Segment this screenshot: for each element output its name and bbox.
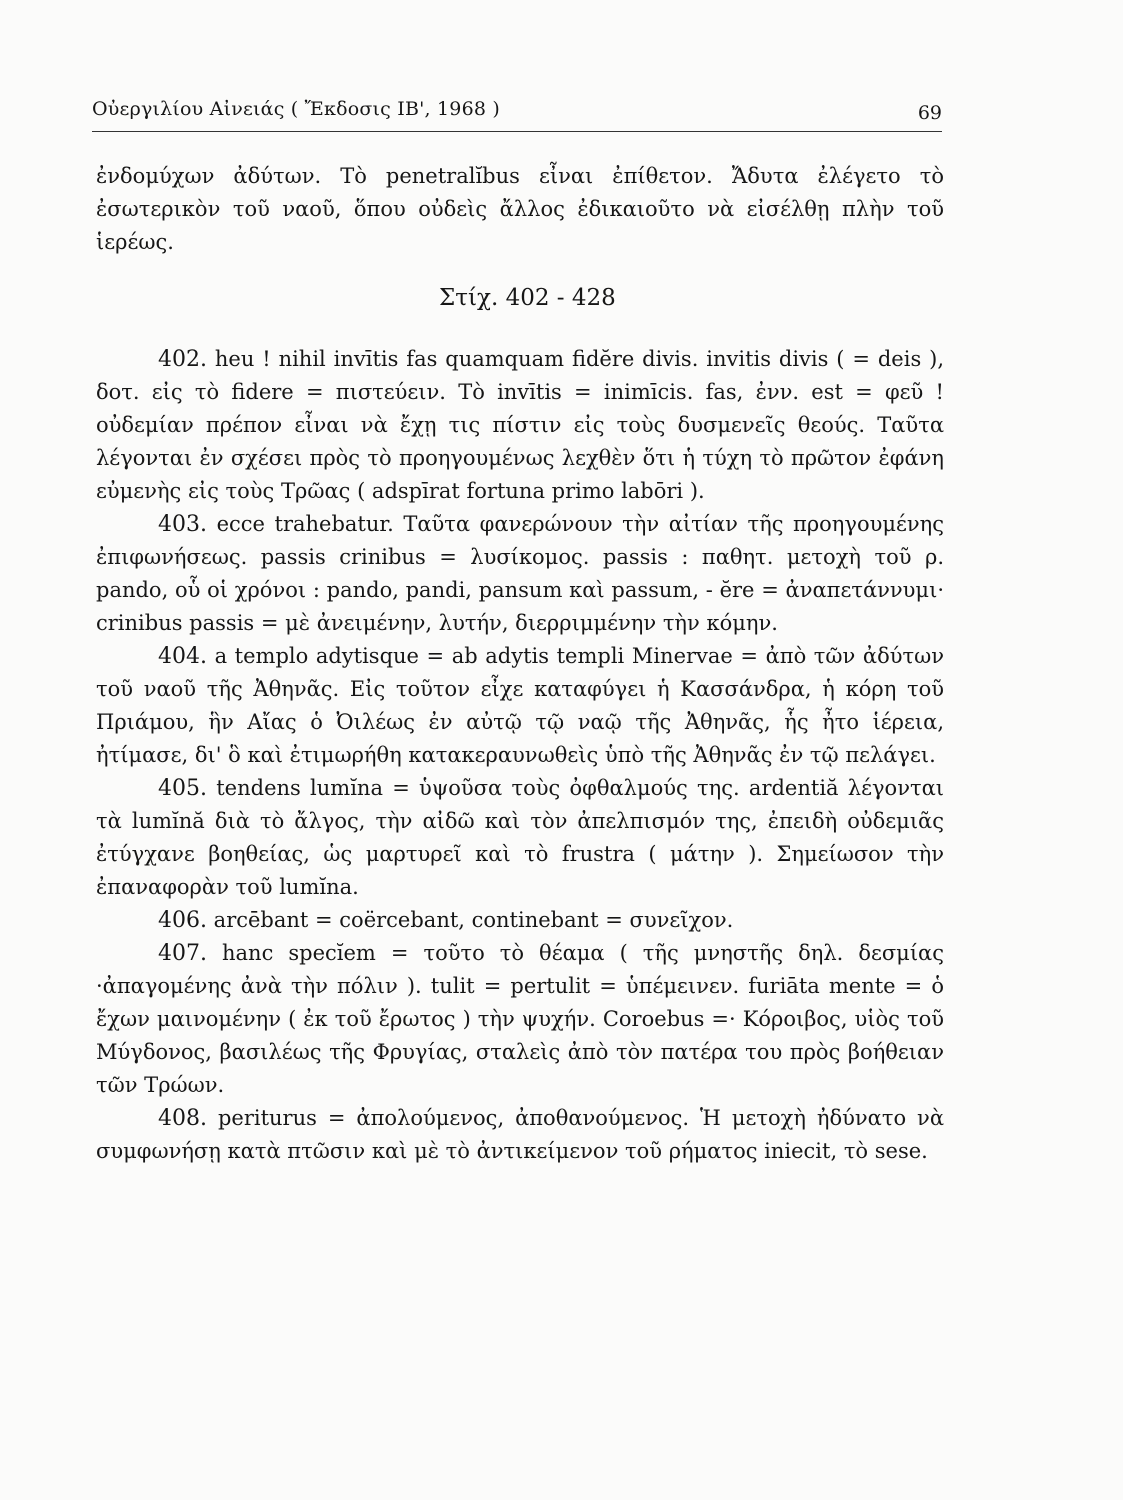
header-rule bbox=[92, 131, 942, 132]
entry-405 bbox=[96, 772, 944, 904]
entry-402 bbox=[96, 343, 944, 508]
section-heading: Στίχ. 402 - 428 bbox=[439, 285, 616, 311]
entry-number: 402. bbox=[158, 347, 207, 372]
intro-paragraph: ἐνδομύχων ἀδύτων. Τὸ penetralĭbus εἶναι ἐπίθετον. Ἄδυτα ἐλέγετο τὸ ἐσωτερικὸν τοῦ ναοῦ, ὅπου οὐδεὶς ἄλλος ἐδικαιοῦτο νὰ εἰσέλθῃ πλὴν τοῦ ἱερέως. bbox=[96, 164, 944, 254]
entry-406 bbox=[96, 904, 944, 937]
entry-number: 407. bbox=[158, 941, 207, 966]
entry-number: 406. bbox=[158, 908, 207, 933]
commentary-body bbox=[96, 160, 944, 1168]
entry-text: arcēbant = coërcebant, continebant = συνεῖχον. bbox=[213, 908, 734, 932]
running-title: Οὐεργιλίου Αἰνειάς ( Ἔκδοσις ΙΒ', 1968 ) bbox=[92, 98, 501, 120]
page-number: 69 bbox=[917, 102, 942, 124]
entry-404 bbox=[96, 640, 944, 772]
entry-number: 405. bbox=[158, 776, 207, 801]
entry-text: hanc specĭem = τοῦτο τὸ θέαμα ( τῆς μνηστῆς δηλ. δεσμίας ·ἀπαγομένης ἀνὰ τὴν πόλιν ). tulit = pertulit = ὑπέμεινεν. furiāta mente = ὁ ἔχων μαινομένην ( ἐκ τοῦ ἔρωτος ) τὴν ψυχήν. Coroebus =· Κόροιβος, υἱὸς τοῦ Μύγδονος, βασιλέως τῆς Φρυγίας, σταλεὶς ἀπὸ τὸν πατέρα του πρὸς βοήθειαν τῶν Τρώων. bbox=[96, 941, 945, 1097]
entry-text: a templo adytisque = ab adytis templi Minervae = ἀπὸ τῶν ἀδύτων τοῦ ναοῦ τῆς Ἀθηνᾶς. Εἰς τοῦτον εἶχε καταφύγει ἡ Κασσάνδρα, ἡ κόρη τοῦ Πριάμου, ἣν Αἴας ὁ Ὀιλέως ἐν αὐτῷ τῷ ναῷ τῆς Ἀθηνᾶς, ἧς ἦτο ἱέρεια, ἠτίμασε, δι' ὃ καὶ ἐτιμωρήθη κατακεραυνωθεὶς ὑπὸ τῆς Ἀθηνᾶς ἐν τῷ πελάγει. bbox=[96, 644, 944, 767]
entry-text: ecce trahebatur. Ταῦτα φανερώνουν τὴν αἰτίαν τῆς προηγουμένης ἐπιφωνήσεως. passis crinibus = λυσίκομος. passis : παθητ. μετοχὴ τοῦ ρ. pando, οὗ οἱ χρόνοι : pando, pandi, pansum καὶ passum, - ĕre = ἀναπετάννυμι· crinibus passis = μὲ ἀνειμένην, λυτήν, διερριμμένην τὴν κόμην. bbox=[96, 512, 944, 635]
entry-number: 404. bbox=[158, 644, 207, 669]
running-header bbox=[92, 98, 942, 130]
entry-text: tendens lumĭna = ὑψοῦσα τοὺς ὀφθαλμούς της. ardentiă λέγονται τὰ lumĭnă διὰ τὸ ἄλγος, τὴν αἰδῶ καὶ τὸν ἀπελπισμόν της, ἐπειδὴ οὐδεμιᾶς ἐτύγχανε βοηθείας, ὡς μαρτυρεῖ καὶ τὸ frustra ( μάτην ). Σημείωσον τὴν ἐπαναφορὰν τοῦ lumĭna. bbox=[96, 776, 944, 899]
entry-number: 403. bbox=[158, 512, 207, 537]
entry-403 bbox=[96, 508, 944, 640]
entry-text: heu ! nihil invītis fas quamquam fidĕre divis. invitis divis ( = deis ), δοτ. εἰς τὸ fidere = πιστεύειν. Τὸ invītis = inimīcis. fas, ἐνν. est = φεῦ ! οὐδεμίαν πρέπον εἶναι νὰ ἔχῃ τις πίστιν εἰς τοὺς δυσμενεῖς θεούς. Ταῦτα λέγονται ἐν σχέσει πρὸς τὸ προηγουμένως λεχθὲν ὅτι ἡ τύχη τὸ πρῶτον ἐφάνη εὐμενὴς εἰς τοὺς Τρῶας ( adspīrat fortuna primo labōri ). bbox=[96, 347, 944, 503]
entry-text: periturus = ἀπολούμενος, ἀποθανούμενος. Ἡ μετοχὴ ἠδύνατο νὰ συμφωνήσῃ κατὰ πτῶσιν καὶ μὲ τὸ ἀντικείμενον τοῦ ρήματος iniecit, τὸ sese. bbox=[96, 1106, 944, 1163]
entry-407 bbox=[96, 937, 944, 1102]
entry-number: 408. bbox=[158, 1106, 207, 1131]
entry-408 bbox=[96, 1102, 944, 1168]
